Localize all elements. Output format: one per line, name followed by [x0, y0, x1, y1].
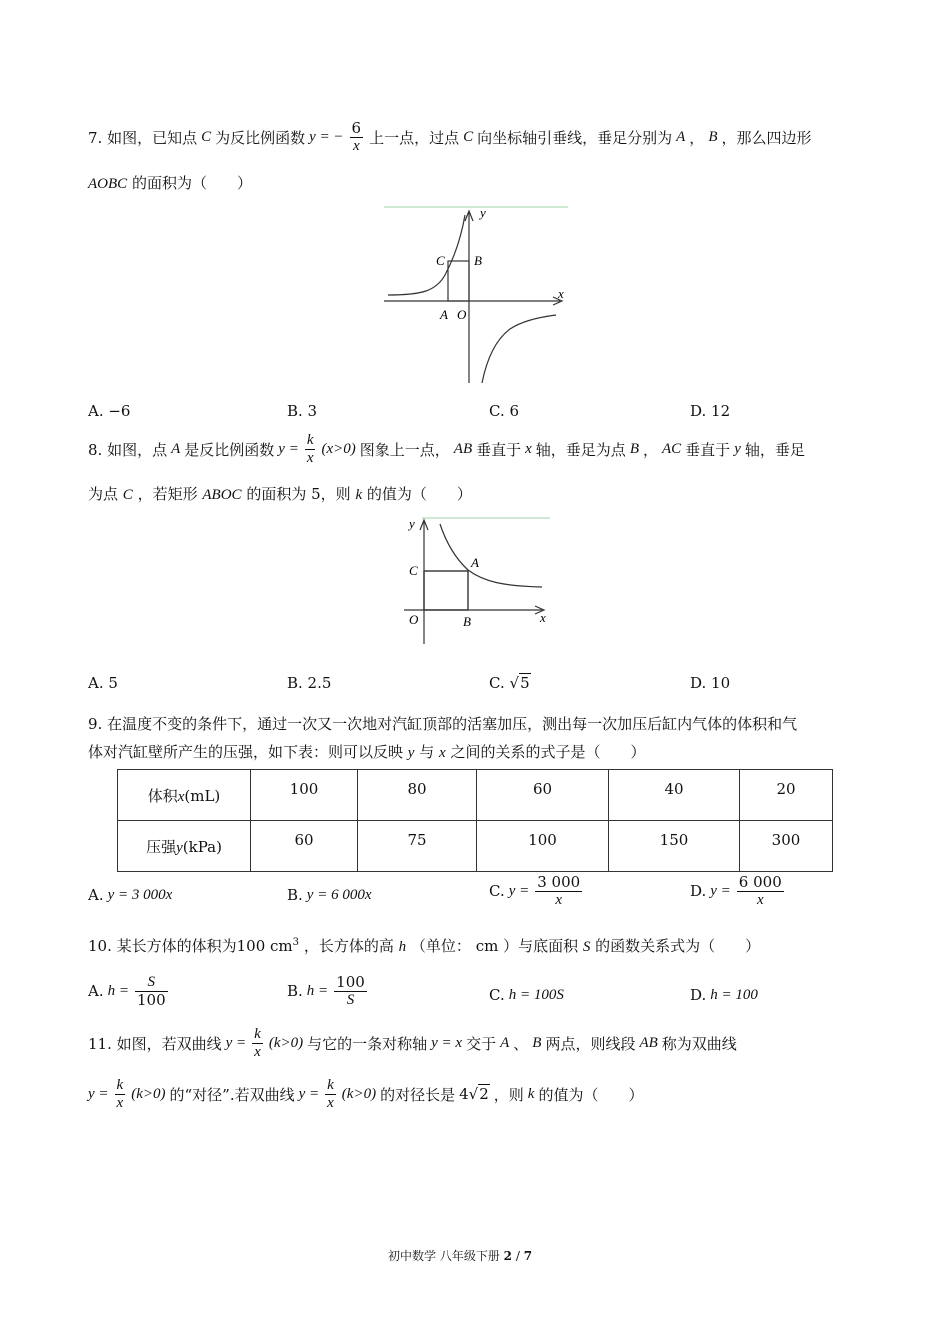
q9-option-a[interactable]: A. y = 3 000x: [88, 886, 173, 904]
sqrt-symbol-icon: √: [468, 1085, 479, 1103]
q7-option-b[interactable]: B. 3: [287, 402, 318, 420]
table-cell: 60: [477, 770, 609, 821]
q7-option-d[interactable]: D. 12: [690, 402, 731, 420]
q7-label-B: B: [474, 253, 482, 268]
table-cell: 60: [251, 821, 358, 872]
table-cell: 100: [251, 770, 358, 821]
table-row-label-pressure: 压强y(kPa): [118, 821, 251, 872]
q7-option-a[interactable]: A. −6: [88, 402, 131, 420]
table-cell: 300: [740, 821, 833, 872]
q8-line1: 8. 如图，点 A 是反比例函数 y = $\frac{k}{x}$ (x>0) 图象上一点， AB 垂直于 x 轴，垂足为点 B ， AC 垂直于 y 轴，垂足: [88, 432, 805, 466]
q8-option-c[interactable]: C. √5: [489, 674, 530, 692]
q9-data-table: [117, 769, 833, 872]
q8-label-A: A: [471, 555, 479, 570]
q7-rectangle-AOBC: [448, 261, 469, 301]
q8-fraction: $\frac{k}{x}$: [306, 432, 314, 466]
q8-option-d[interactable]: D. 10: [690, 674, 731, 692]
q7-option-c[interactable]: C. 6: [489, 402, 520, 420]
q8-label-O: O: [409, 612, 419, 627]
table-cell: 100: [477, 821, 609, 872]
q8-label-C: C: [409, 563, 418, 578]
q8-label-y: y: [409, 516, 415, 531]
table-cell: 75: [358, 821, 477, 872]
q11-line2: y = $\frac{k}{x}$ (k>0) 的“对径”.若双曲线 y = $\frac{k}{x}$ (k>0) 的对径长是 4√2 ，则 k 的值为（ ）: [88, 1077, 644, 1111]
table-row: [118, 821, 833, 872]
table-cell: 20: [740, 770, 833, 821]
q11-line1: 11. 如图，若双曲线 y = $\frac{k}{x}$ (k>0) 与它的一条对称轴 y = x 交于 A 、 B 两点，则线段 AB 称为双曲线: [88, 1026, 737, 1060]
q7-label-A: A: [440, 307, 448, 322]
q7-figure: [382, 203, 572, 388]
q8-line2: 为点 C ，若矩形 ABOC 的面积为 5，则 k 的值为（ ）: [88, 485, 472, 503]
q7-label-C: C: [436, 253, 445, 268]
q8-label-x: x: [540, 610, 546, 625]
q7-fraction: $\frac{6}{x}$: [351, 119, 362, 154]
q10-option-a[interactable]: A. h = $\frac{S}{100}$: [88, 974, 166, 1009]
q8-label-B: B: [463, 614, 471, 629]
q9-line1: 9. 在温度不变的条件下，通过一次又一次地对汽缸顶部的活塞加压，测出每一次加压后缸内气体的体积和气: [88, 715, 798, 733]
table-cell: 40: [609, 770, 740, 821]
q7-line1: 7. 如图，已知点 C 为反比例函数 y = − $\frac{6}{x}$ 上一点，过点 C 向坐标轴引垂线，垂足分别为 A ， B ，那么四边形: [88, 119, 812, 154]
q9-option-c[interactable]: C. y = $\frac{3 000}{x}$: [489, 873, 581, 908]
q9-option-d[interactable]: D. y = $\frac{6 000}{x}$: [690, 873, 782, 908]
table-cell: 80: [358, 770, 477, 821]
q8-curve: [440, 524, 542, 587]
sqrt-symbol-icon: √: [509, 674, 520, 692]
page-footer: 初中数学 八年级下册 2 / 7: [388, 1249, 533, 1263]
q8-option-a[interactable]: A. 5: [88, 674, 118, 692]
q10-line1: 10. 某长方体的体积为100 $cm^3$ ，长方体的高 h （单位： cm ）与底面积 S 的函数关系式为（ ）: [88, 937, 761, 955]
q7-line2: AOBC 的面积为（ ）: [88, 174, 252, 192]
table-row-label-volume: 体积x(mL): [118, 770, 251, 821]
q10-option-c[interactable]: C. h = 100S: [489, 986, 564, 1004]
q7-label-O: O: [457, 307, 467, 322]
q7-label-y: y: [480, 205, 486, 220]
q7-label-x: x: [558, 286, 564, 301]
q8-option-b[interactable]: B. 2.5: [287, 674, 332, 692]
q9-option-b[interactable]: B. y = 6 000x: [287, 886, 372, 904]
q8-figure: [400, 514, 555, 649]
q7-curve-lower-right: [482, 315, 556, 383]
q7-curve-upper-left: [388, 215, 465, 295]
page-total: 7: [523, 1249, 533, 1263]
q9-line2: 体对汽缸壁所产生的压强，如下表：则可以反映 y 与 x 之间的关系的式子是（ ）: [88, 743, 646, 761]
q10-option-b[interactable]: B. h = $\frac{100}{S}$: [287, 973, 365, 1008]
q8-rectangle-ABOC: [424, 571, 468, 610]
page-number: 2: [503, 1249, 513, 1263]
table-cell: 150: [609, 821, 740, 872]
q10-option-d[interactable]: D. h = 100: [690, 986, 758, 1004]
table-row: [118, 770, 833, 821]
